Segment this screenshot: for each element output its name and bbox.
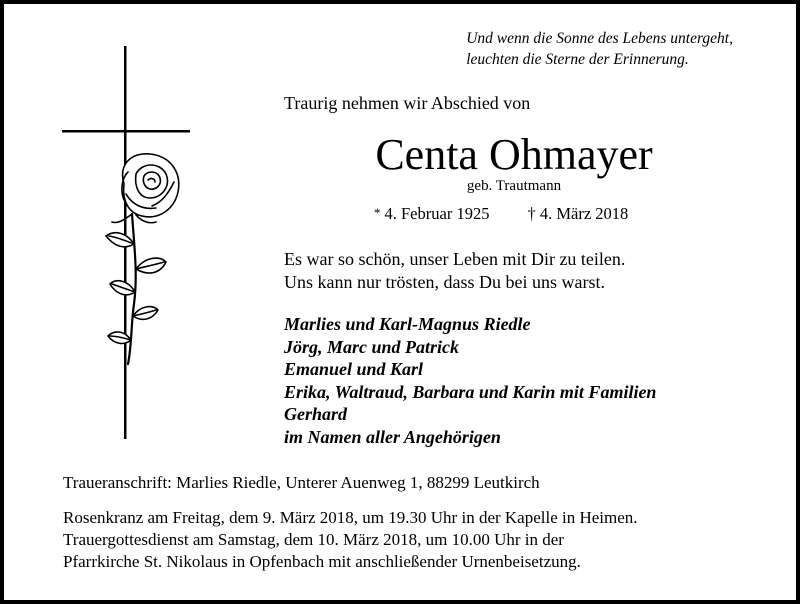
mourner-line: Emanuel und Karl [284, 359, 424, 379]
mourner-line: im Namen aller Angehörigen [284, 426, 501, 447]
died-symbol: † [527, 204, 536, 223]
mourner-line: Gerhard [284, 404, 348, 424]
mourner-line: Jörg, Marc und Patrick [284, 336, 460, 357]
mourner-line: Erika, Waltraud, Barbara und Karin mit Familien [284, 381, 657, 402]
born-symbol: * [374, 205, 381, 220]
service-info-line: Trauergottesdienst am Samstag, dem 10. März 2018, um 10.00 Uhr in der [63, 530, 564, 549]
birth-date: 4. Februar 1925 [384, 204, 490, 223]
farewell-text [284, 248, 625, 294]
service-info-line: Pfarrkirche St. Nikolaus in Opfenbach mit anschließender Urnenbeisetzung. [63, 552, 581, 571]
rosary-info: Rosenkranz am Freitag, dem 9. März 2018, um 19.30 Uhr in der Kapelle in Heimen. [63, 508, 638, 527]
farewell-line: Es war so schön, unser Leben mit Dir zu teilen. [284, 249, 626, 269]
life-dates [374, 204, 628, 224]
mourner-line: Marlies und Karl-Magnus Riedle [284, 314, 531, 334]
farewell-line: Uns kann nur trösten, dass Du bei uns warst. [284, 272, 605, 292]
death-date: 4. März 2018 [539, 204, 629, 223]
motto-quote [466, 28, 733, 70]
mourning-address: Traueranschrift: Marlies Riedle, Unterer Auenweg 1, 88299 Leutkirch [63, 473, 540, 492]
deceased-name: Centa Ohmayer [375, 130, 653, 179]
cross-with-rose-icon [62, 44, 202, 444]
rose-icon [106, 154, 179, 364]
birth-name: geb. Trautmann [466, 178, 562, 194]
mourners-list [284, 313, 656, 448]
intro-text: Traurig nehmen wir Abschied von [284, 93, 531, 113]
funeral-info [63, 472, 638, 573]
motto-line: Und wenn die Sonne des Lebens untergeht, [466, 30, 733, 47]
motto-line: leuchten die Sterne der Erinnerung. [466, 51, 689, 68]
